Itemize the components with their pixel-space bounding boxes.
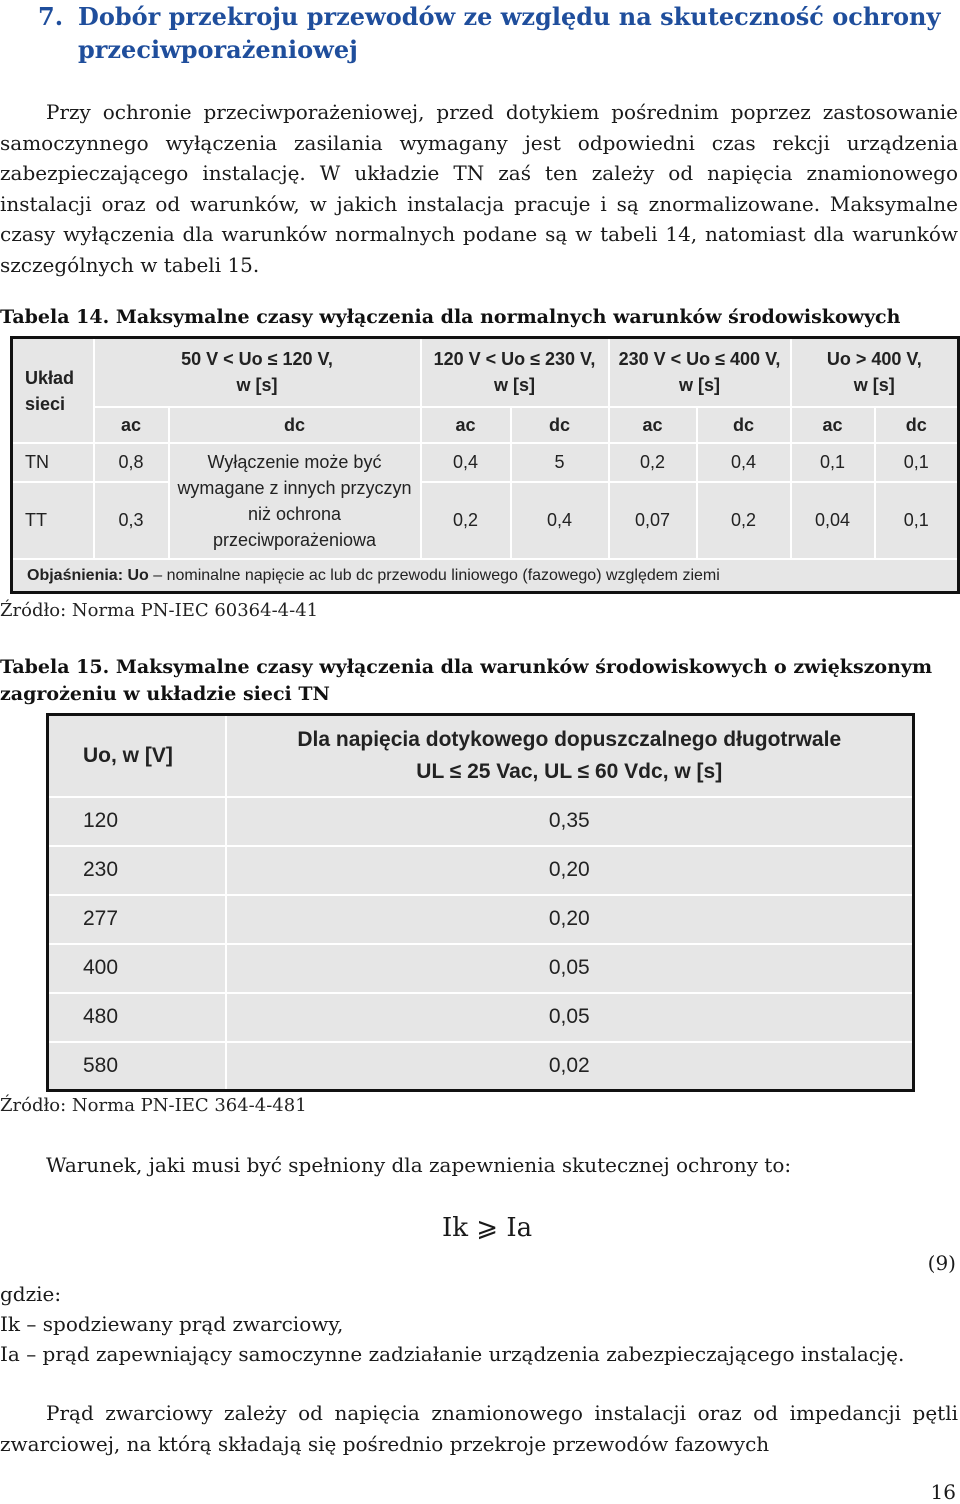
table-row (12, 482, 959, 559)
table-row (12, 443, 959, 482)
section-title: Dobór przekroju przewodów ze względu na skuteczność ochrony przeciwporażeniowej (78, 2, 941, 64)
closing-paragraph: Prąd zwarciowy zależy od napięcia znamionowego instalacji oraz od impedancji pętli zwarciowej, na którą składają się pośrednio przekroje przewodów fazowych (0, 1401, 958, 1456)
table-note: Objaśnienia: Uo – nominalne napięcie ac lub dc przewodu liniowego (fazowego) względem ziemi (12, 559, 959, 592)
intro-paragraph (0, 97, 958, 280)
table-row: 580 0,02 (48, 1042, 914, 1091)
table-14 (10, 336, 960, 594)
group-header-230-400: 230 V < Uo ≤ 400 V, w [s] (609, 338, 791, 407)
value-cell: 0,2 (697, 482, 791, 559)
value-cell: 0,4 (697, 443, 791, 482)
group-header-120-230: 120 V < Uo ≤ 230 V, w [s] (421, 338, 609, 407)
table-row: 120 0,35 (48, 797, 914, 846)
formula-rhs: Ia (506, 1213, 533, 1243)
subheader-dc: dc (875, 407, 959, 444)
value-cell: 0,8 (94, 443, 169, 482)
table-row: 230 0,20 (48, 846, 914, 895)
formula (442, 1213, 532, 1243)
table-row: 277 0,20 (48, 895, 914, 944)
subheader-ac: ac (791, 407, 875, 444)
value-cell: 0,1 (875, 482, 959, 559)
group-header-over-400: Uo > 400 V, w [s] (791, 338, 959, 407)
table-15 (46, 713, 915, 1092)
value-cell: 0,3 (94, 482, 169, 559)
subheader-ac: ac (94, 407, 169, 444)
where-label: gdzie: (0, 1282, 62, 1306)
section-number: 7. (38, 2, 64, 31)
value-cell: 0,2 (609, 443, 697, 482)
intro-text: Przy ochronie przeciwporażeniowej, przed dotykiem pośrednim poprzez zastosowanie samoczynnego wyłączenia zasilania wymagany jest odpowiedni czas rekcji urządzenia zabezpieczającego instalację. W układzie TN zaś ten zależy od napięcia znamionowego instalacji oraz od warunków, w jakich instalacja pracuje i są znormalizowane. Maksymalne czasy wyłączenia dla warunków normalnych podane są w tabeli 14, natomiast dla warunków szczególnych w tabeli 15. (0, 100, 958, 277)
merged-dc-note: Wyłączenie może być wymagane z innych przyczyn niż ochrona przeciwporażeniowa (169, 443, 421, 559)
col-header-time: Dla napięcia dotykowego dopuszczalnego długotrwale UL ≤ 25 Vac, UL ≤ 60 Vdc, w [s] (226, 715, 914, 797)
table-row: 480 0,05 (48, 993, 914, 1042)
subheader-dc: dc (169, 407, 421, 444)
section-heading (38, 0, 960, 66)
definition-ik: Ik – spodziewany prąd zwarciowy, (0, 1312, 344, 1336)
col-header-uo: Uo, w [V] (48, 715, 226, 797)
subheader-dc: dc (511, 407, 609, 444)
group-header-50-120: 50 V < Uo ≤ 120 V, w [s] (94, 338, 421, 407)
equation-number: (9) (927, 1251, 956, 1275)
definition-ia: Ia – prąd zapewniający samoczynne zadziałanie urządzenia zabezpieczającego instalację. (0, 1342, 905, 1366)
table-note-row (12, 559, 959, 592)
value-cell: 0,07 (609, 482, 697, 559)
table14-caption: Tabela 14. Maksymalne czasy wyłączenia dla normalnych warunków środowiskowych (0, 306, 901, 328)
corner-header: Układ sieci (12, 338, 94, 444)
table14-source: Źródło: Norma PN-IEC 60364-4-41 (0, 600, 319, 621)
page-number: 16 (930, 1480, 956, 1504)
subheader-dc: dc (697, 407, 791, 444)
value-cell: 0,4 (421, 443, 511, 482)
formula-operator: ⩾ (476, 1213, 499, 1243)
system-cell: TT (12, 482, 94, 559)
value-cell: 0,04 (791, 482, 875, 559)
value-cell: 0,1 (791, 443, 875, 482)
table15-source: Źródło: Norma PN-IEC 364-4-481 (0, 1095, 307, 1116)
value-cell: 0,4 (511, 482, 609, 559)
formula-lhs: Ik (442, 1213, 469, 1243)
table-row: 400 0,05 (48, 944, 914, 993)
value-cell: 5 (511, 443, 609, 482)
subheader-ac: ac (609, 407, 697, 444)
value-cell: 0,1 (875, 443, 959, 482)
subheader-ac: ac (421, 407, 511, 444)
condition-intro: Warunek, jaki musi być spełniony dla zapewnienia skutecznej ochrony to: (46, 1153, 792, 1177)
table15-caption: Tabela 15. Maksymalne czasy wyłączenia dla warunków środowiskowych o zwiększonym zagrożeniu w układzie sieci TN (0, 656, 933, 705)
value-cell: 0,2 (421, 482, 511, 559)
system-cell: TN (12, 443, 94, 482)
